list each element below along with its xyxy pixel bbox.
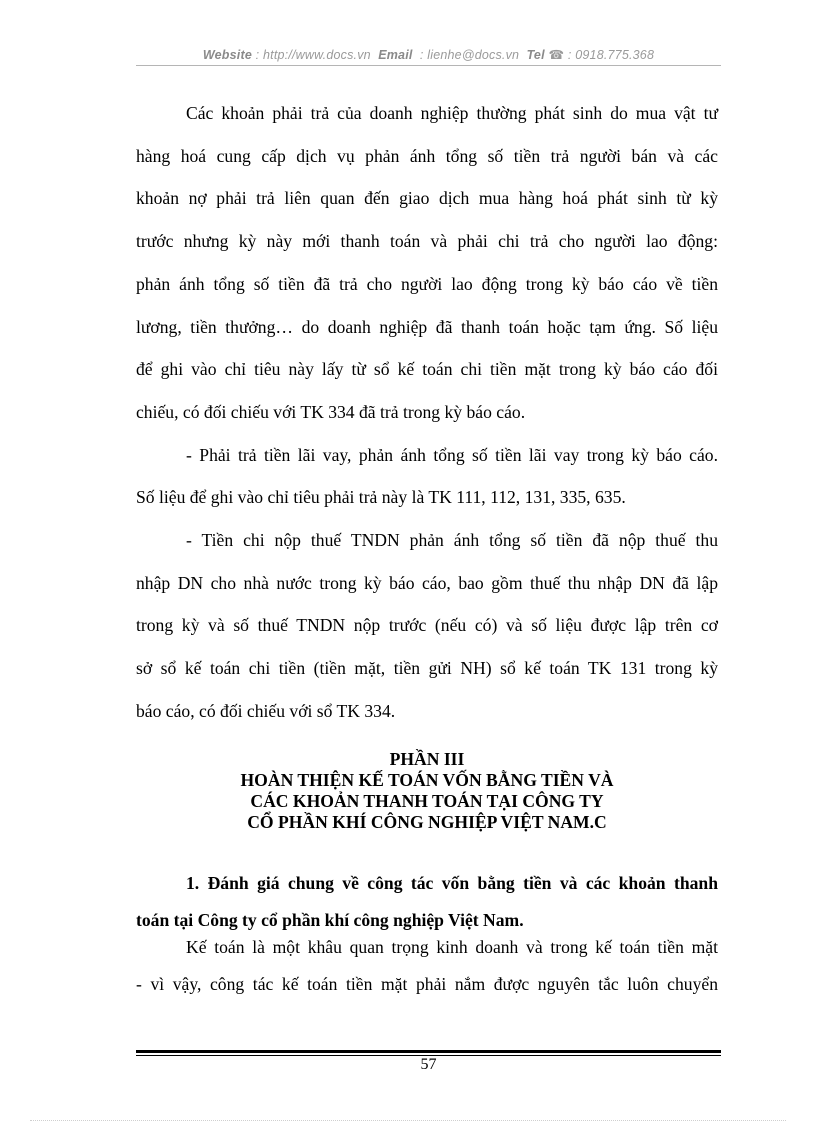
section-title-line: CỔ PHẦN KHÍ CÔNG NGHIỆP VIỆT NAM.C (247, 812, 607, 832)
subsection-heading (136, 865, 718, 939)
paragraph-line: báo cáo, có đối chiếu với sổ TK 334. (136, 700, 396, 721)
paragraph-line: trong kỳ và số thuế TNDN nộp trước (nếu có) và số liệu được lập trên cơ (136, 615, 718, 636)
tel-value: ☎ : 0918.775.368 (548, 48, 655, 62)
page-header (136, 47, 721, 62)
paragraph-line: chiếu, có đối chiếu với TK 334 đã trả trong kỳ báo cáo. (136, 401, 526, 422)
paragraph-line: - Phải trả tiền lãi vay, phản ánh tổng số tiền lãi vay trong kỳ báo cáo. (186, 444, 718, 465)
section-title-line: HOÀN THIỆN KẾ TOÁN VỐN BẰNG TIỀN VÀ (240, 770, 614, 790)
footer-divider-thick (136, 1050, 721, 1053)
paragraph-line: Các khoản phải trả của doanh nghiệp thường phát sinh do mua vật tư (186, 103, 718, 123)
paragraph-line: phản ánh tổng số tiền đã trả cho người lao động trong kỳ báo cáo về tiền (136, 273, 718, 294)
section-title (136, 749, 718, 833)
paragraph-line: khoản nợ phải trả liên quan đến giao dịch mua hàng hoá phát sinh từ kỳ (136, 188, 718, 209)
email-value: : lienhe@docs.vn (419, 48, 520, 62)
paragraph-line: Số liệu để ghi vào chỉ tiêu phải trả này là TK 111, 112, 131, 335, 635. (136, 487, 626, 508)
paragraph-line: nhập DN cho nhà nước trong kỳ báo cáo, bao gồm thuế thu nhập DN đã lập (136, 572, 718, 593)
paragraph-line: - vì vậy, công tác kế toán tiền mặt phải nắm được nguyên tắc luôn chuyển (136, 974, 718, 994)
page-bottom-border (30, 1120, 786, 1121)
website-value: : http://www.docs.vn (255, 48, 371, 62)
section-title-line: PHẦN III (389, 749, 465, 769)
paragraph-line: hàng hoá cung cấp dịch vụ phản ánh tổng số tiền trả người bán và các (136, 145, 718, 166)
website-label: Website (202, 48, 252, 62)
paragraph-line: - Tiền chi nộp thuế TNDN phản ánh tổng số tiền đã nộp thuế thu (186, 530, 718, 551)
email-label: Email (378, 48, 413, 62)
paragraph-line: trước nhưng kỳ này mới thanh toán và phải chi trả cho người lao động: (136, 231, 718, 252)
subheading-line: 1. Đánh giá chung về công tác vốn bằng tiền và các khoản thanh (186, 873, 718, 893)
body-text-continued (136, 929, 718, 1003)
paragraph-line: sở sổ kế toán chi tiền (tiền mặt, tiền gửi NH) sổ kế toán TK 131 trong kỳ (136, 658, 718, 679)
section-title-line: CÁC KHOẢN THANH TOÁN TẠI CÔNG TY (250, 791, 604, 811)
paragraph-line: để ghi vào chỉ tiêu này lấy từ sổ kế toán chi tiền mặt trong kỳ báo cáo đối (136, 359, 718, 380)
page-number: 57 (420, 1056, 437, 1073)
paragraph-line: lương, tiền thưởng… do doanh nghiệp đã thanh toán hoặc tạm ứng. Số liệu (136, 316, 718, 337)
body-text (136, 92, 718, 733)
subheading-line: toán tại Công ty cổ phần khí công nghiệp Việt Nam. (136, 910, 524, 930)
paragraph-line: Kế toán là một khâu quan trọng kinh doanh và trong kế toán tiền mặt (186, 937, 718, 957)
tel-label: Tel (526, 48, 545, 62)
header-divider (136, 65, 721, 66)
